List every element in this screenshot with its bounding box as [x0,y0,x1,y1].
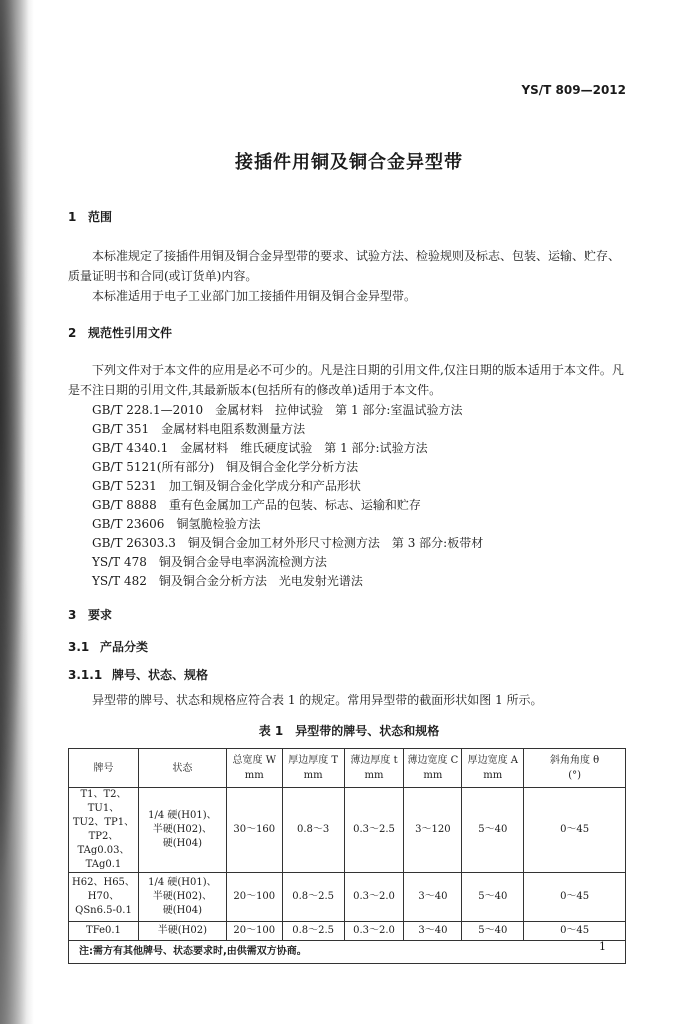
reference-code: GB/T 5231 [92,479,157,493]
table-row [69,873,626,922]
section-2-heading [68,324,172,341]
cell-total-width: 20～100 [226,873,282,922]
cell-grade: H62、H65、H70、 QSn6.5-0.1 [69,873,139,922]
header-total-width: 总宽度 W mm [226,749,282,788]
cell-thin-edge-width: 3～40 [404,873,462,922]
section-3-heading [68,606,112,623]
cell-total-width: 20～100 [226,922,282,941]
cell-thick-edge-thickness: 0.8～2.5 [282,873,344,922]
section-1-title: 范围 [88,210,113,224]
page-number: 1 [599,940,606,953]
reference-item [92,401,462,418]
header-thin-edge-width: 薄边宽度 C mm [404,749,462,788]
table-note: 注:需方有其他牌号、状态要求时,由供需双方协商。 [69,941,626,964]
reference-code: GB/T 23606 [92,517,165,531]
reference-item [92,572,363,589]
header-bevel-angle: 斜角角度 θ (°) [524,749,626,788]
cell-total-width: 30～160 [226,788,282,873]
cell-bevel-angle: 0～45 [524,873,626,922]
table-row [69,788,626,873]
section-1-paragraph-2: 本标准适用于电子工业部门加工接插件用铜及铜合金异型带。 [92,289,417,303]
reference-item [92,553,327,570]
cell-thin-edge-thickness: 0.3～2.5 [344,788,404,873]
table-row [69,922,626,941]
reference-code: GB/T 351 [92,422,150,436]
cell-bevel-angle: 0～45 [524,788,626,873]
reference-title: 金属材料 维氏硬度试验 第 1 部分:试验方法 [180,441,428,455]
reference-code: GB/T 228.1—2010 [92,403,204,417]
reference-title: 铜及铜合金化学分析方法 [226,460,359,474]
cell-thick-edge-width: 5～40 [462,788,524,873]
cell-thick-edge-thickness: 0.8～3 [282,788,344,873]
document-title: 接插件用铜及铜合金异型带 [235,152,463,173]
section-3-1-heading [68,638,148,655]
table-note-row [69,941,626,964]
reference-code: GB/T 4340.1 [92,441,169,455]
reference-title: 加工铜及铜合金化学成分和产品形状 [168,479,361,493]
standard-code: YS/T 809—2012 [521,83,626,97]
cell-thin-edge-width: 3～120 [404,788,462,873]
cell-temper: 1/4 硬(H01)、 半硬(H02)、 硬(H04) [138,873,226,922]
reference-item [92,439,428,456]
section-3-number: 3 [68,608,77,622]
header-thin-edge-thickness: 薄边厚度 t mm [344,749,404,788]
reference-code: GB/T 5121(所有部分) [92,460,215,474]
header-thick-edge-thickness: 厚边厚度 T mm [282,749,344,788]
reference-code: GB/T 8888 [92,498,157,512]
reference-title: 金属材料 拉伸试验 第 1 部分:室温试验方法 [215,403,463,417]
cell-thick-edge-width: 5～40 [462,873,524,922]
section-3-1-number: 3.1 [68,640,90,654]
reference-item [92,496,421,513]
section-1-number: 1 [68,210,77,224]
reference-item [92,458,358,475]
reference-title: 铜氢脆检验方法 [176,517,261,531]
section-1-heading [68,208,112,225]
section-3-1-1-number: 3.1.1 [68,668,103,682]
section-2-number: 2 [68,326,77,340]
reference-title: 铜及铜合金导电率涡流检测方法 [158,555,327,569]
cell-temper: 1/4 硬(H01)、 半硬(H02)、 硬(H04) [138,788,226,873]
cell-thick-edge-thickness: 0.8～2.5 [282,922,344,941]
reference-item [92,534,483,551]
section-3-title: 要求 [88,608,113,622]
cell-thin-edge-width: 3～40 [404,922,462,941]
reference-title: 铜及铜合金分析方法 光电发射光谱法 [158,574,363,588]
header-temper: 状态 [138,749,226,788]
cell-thin-edge-thickness: 0.3～2.0 [344,922,404,941]
cell-temper: 半硬(H02) [138,922,226,941]
table-1 [68,748,626,964]
reference-item [92,477,361,494]
cell-grade: TFe0.1 [69,922,139,941]
section-3-1-title: 产品分类 [100,640,149,654]
reference-code: YS/T 478 [92,555,147,569]
section-3-1-1-heading [68,666,208,683]
header-thick-edge-width: 厚边宽度 A mm [462,749,524,788]
cell-bevel-angle: 0～45 [524,922,626,941]
reference-title: 重有色金属加工产品的包装、标志、运输和贮存 [168,498,421,512]
cell-thin-edge-thickness: 0.3～2.0 [344,873,404,922]
cell-thick-edge-width: 5～40 [462,922,524,941]
table-1-title: 表 1 异型带的牌号、状态和规格 [258,724,440,738]
section-1-paragraph-1: 本标准规定了接插件用铜及铜合金异型带的要求、试验方法、检验规则及标志、包装、运输、贮存、质量证明书和合同(或订货单)内容。 [68,249,621,283]
cell-grade: T1、T2、TU1、 TU2、TP1、TP2、 TAg0.03、TAg0.1 [69,788,139,873]
section-3-1-1-title: 牌号、状态、规格 [112,668,209,682]
reference-item [92,420,305,437]
header-grade: 牌号 [69,749,139,788]
section-2-title: 规范性引用文件 [88,326,173,340]
reference-code: GB/T 26303.3 [92,536,176,550]
reference-item [92,515,260,532]
reference-title: 金属材料电阻系数测量方法 [161,422,306,436]
table-header-row [69,749,626,788]
section-2-intro: 下列文件对于本文件的应用是必不可少的。凡是注日期的引用文件,仅注日期的版本适用于本文件。凡是不注日期的引用文件,其最新版本(包括所有的修改单)适用于本文件。 [68,363,624,397]
section-3-1-1-paragraph: 异型带的牌号、状态和规格应符合表 1 的规定。常用异型带的截面形状如图 1 所示。 [92,693,543,707]
reference-code: YS/T 482 [92,574,147,588]
reference-title: 铜及铜合金加工材外形尺寸检测方法 第 3 部分:板带材 [187,536,484,550]
